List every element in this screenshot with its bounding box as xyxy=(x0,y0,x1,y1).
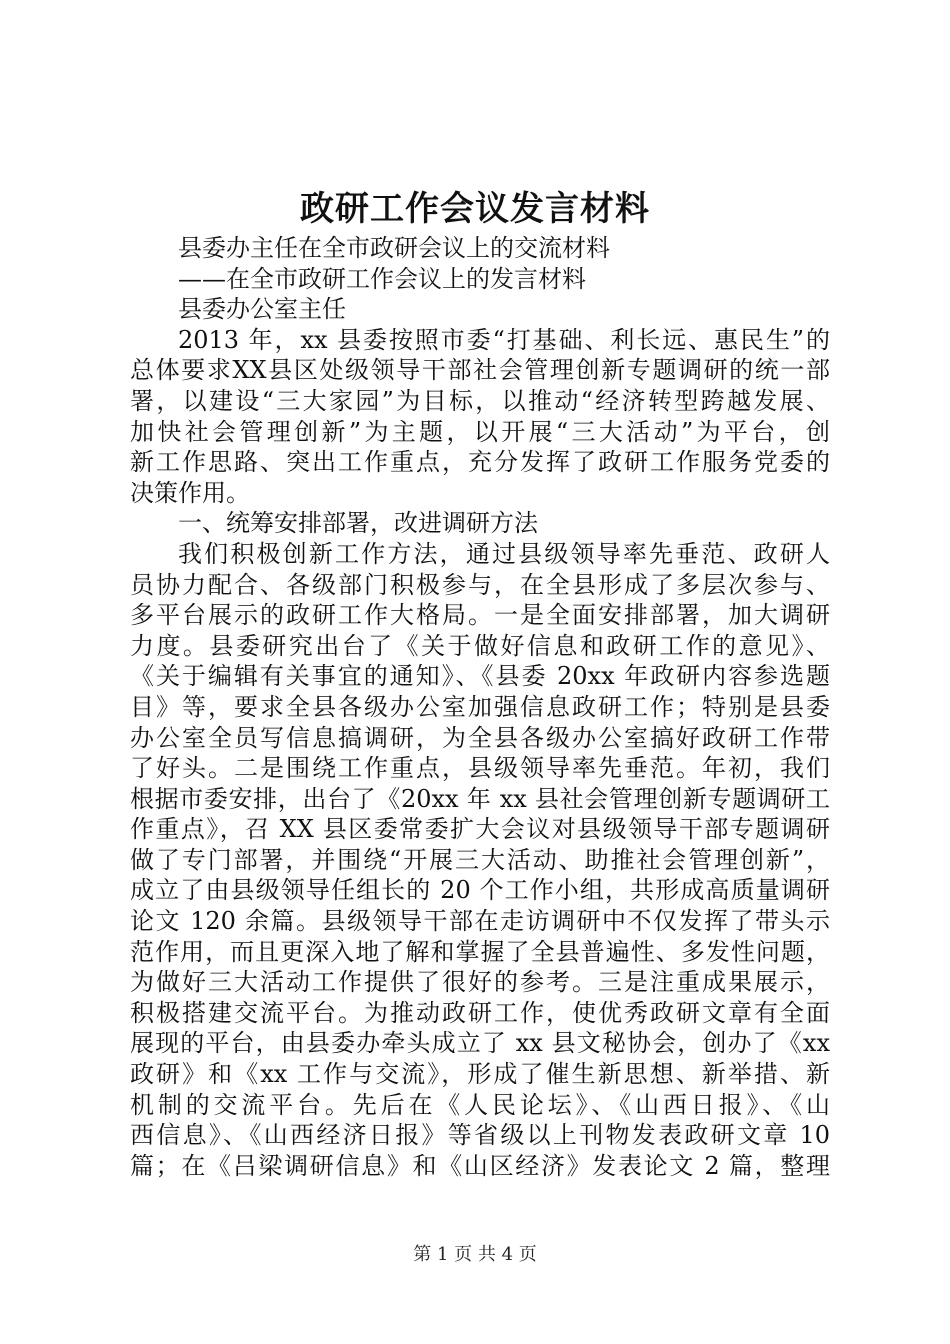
paragraph-line: 目》等，要求全县各级办公室加强信息政研工作；特别是县委 xyxy=(130,692,830,721)
paragraph-line: 展现的平台，由县委办牵头成立了 xx 县文秘协会，创办了《xx xyxy=(130,1029,830,1058)
paragraph-line: 办公室全员写信息搞调研，为全县各级办公室搞好政研工作带 xyxy=(130,723,830,752)
paragraph-line: 西信息》、《山西经济日报》等省级以上刊物发表政研文章 10 xyxy=(130,1121,830,1150)
section-heading: 一、统筹安排部署，改进调研方法 xyxy=(178,509,538,538)
paragraph-line: 了好头。二是围绕工作重点，县级领导率先垂范。年初，我们 xyxy=(130,754,830,783)
subtitle-line: 县委办主任在全市政研会议上的交流材料 xyxy=(178,234,610,262)
paragraph-line: 《关于编辑有关事宜的通知》、《县委 20xx 年政研内容参选题 xyxy=(130,662,830,691)
paragraph-line: 论文 120 余篇。县级领导干部在走访调研中不仅发挥了带头示 xyxy=(130,907,830,936)
paragraph-line: 根据市委安排，出台了《20xx 年 xx 县社会管理创新专题调研工 xyxy=(130,784,830,813)
paragraph-line: 作重点》，召 XX 县区委常委扩大会议对县级领导干部专题调研 xyxy=(130,815,830,844)
paragraph-line: 加快社会管理创新”为主题，以开展“三大活动”为平台，创 xyxy=(130,417,830,446)
paragraph-line: 积极搭建交流平台。为推动政研工作，使优秀政研文章有全面 xyxy=(130,998,830,1027)
paragraph-line: 署，以建设“三大家园”为目标，以推动“经济转型跨越发展、 xyxy=(130,386,830,415)
paragraph-line: 员协力配合、各级部门积极参与，在全县形成了多层次参与、 xyxy=(130,570,830,599)
paragraph-line: 总体要求XX县区处级领导干部社会管理创新专题调研的统一部 xyxy=(130,356,830,385)
document-title: 政研工作会议发言材料 xyxy=(300,189,650,229)
paragraph-line: 做了专门部署，并围绕“开展三大活动、助推社会管理创新”， xyxy=(130,845,830,874)
paragraph-line: 多平台展示的政研工作大格局。一是全面安排部署，加大调研 xyxy=(130,601,830,630)
paragraph-line: 决策作用。 xyxy=(130,478,250,507)
paragraph-line: 篇；在《吕梁调研信息》和《山区经济》发表论文 2 篇，整理 xyxy=(130,1151,830,1180)
paragraph-line: 范作用，而且更深入地了解和掌握了全县普遍性、多发性问题， xyxy=(130,937,830,966)
paragraph-line: 机制的交流平台。先后在《人民论坛》、《山西日报》、《山 xyxy=(130,1090,830,1119)
document-body xyxy=(130,233,830,1181)
paragraph-line: 2013 年，xx 县委按照市委“打基础、利长远、惠民生”的 xyxy=(178,325,830,354)
paragraph-line: 新工作思路、突出工作重点，充分发挥了政研工作服务党委的 xyxy=(130,448,830,477)
paragraph-line: 政研》和《xx 工作与交流》，形成了催生新思想、新举措、新 xyxy=(130,1060,830,1089)
subtitle-line: ——在全市政研工作会议上的发言材料 xyxy=(178,264,586,293)
paragraph-line: 我们积极创新工作方法，通过县级领导率先垂范、政研人 xyxy=(178,539,830,568)
paragraph-line: 力度。县委研究出台了《关于做好信息和政研工作的意见》、 xyxy=(130,631,830,660)
paragraph-line: 为做好三大活动工作提供了很好的参考。三是注重成果展示， xyxy=(130,968,830,997)
paragraph-line: 成立了由县级领导任组长的 20 个工作小组，共形成高质量调研 xyxy=(130,876,830,905)
page-number-footer: 第 1 页 共 4 页 xyxy=(413,1244,537,1265)
author-line: 县委办公室主任 xyxy=(178,295,346,324)
